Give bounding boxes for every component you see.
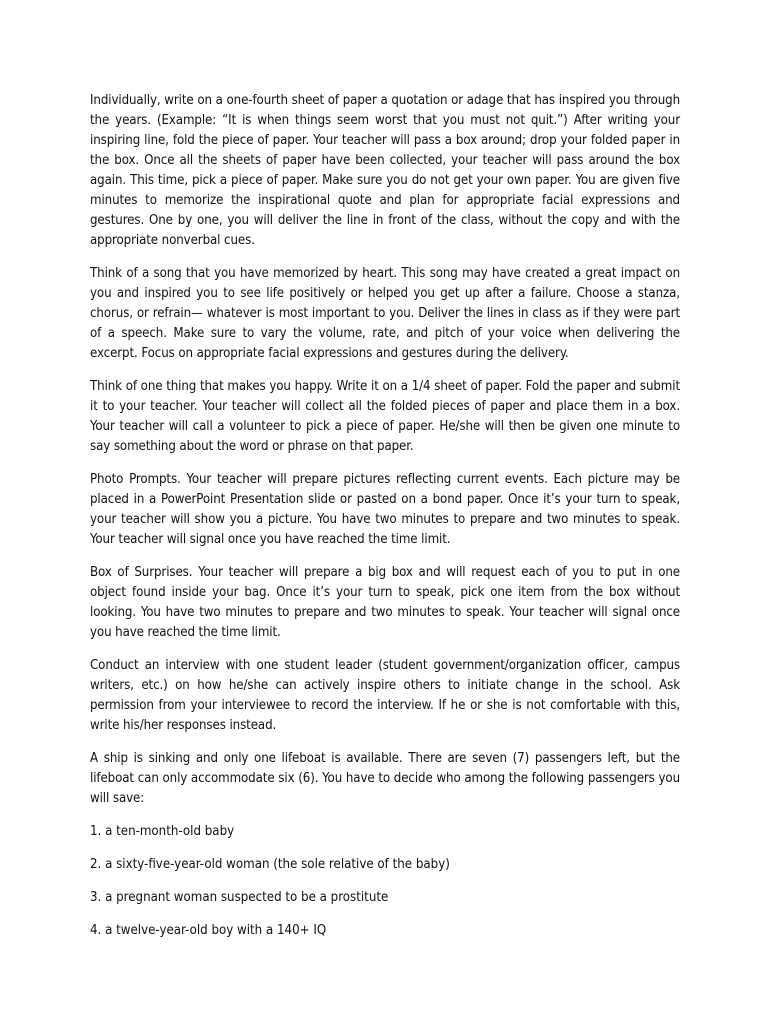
list-item: 1. a ten-month-old baby — [90, 824, 235, 839]
document-page — [90, 91, 680, 954]
paragraph-happy-thing-activity: Think of one thing that makes you happy. Write it on a 1/4 sheet of paper. Fold the paper and submit it to your teacher. Your teacher will collect all the folded pieces of paper and place them in a box. Your teacher will call a volunteer to pick a piece of paper. He/she will then be given one minute to say something about the word or phrase on that paper. — [90, 379, 680, 454]
list-item: 2. a sixty-five-year-old woman (the sole relative of the baby) — [90, 857, 450, 872]
paragraph-lifeboat-scenario: A ship is sinking and only one lifeboat is available. There are seven (7) passengers left, but the lifeboat can only accommodate six (6). You have to decide who among the following passengers you will save: — [90, 751, 680, 806]
paragraph-photo-prompts: Photo Prompts. Your teacher will prepare pictures reflecting current events. Each picture may be placed in a PowerPoint Presentation slide or pasted on a bond paper. Once it’s your turn to speak, your teacher will show you a picture. You have two minutes to prepare and two minutes to speak. Your teacher will signal once you have reached the time limit. — [90, 472, 680, 547]
list-item: 3. a pregnant woman suspected to be a prostitute — [90, 890, 389, 905]
paragraph-quotation-activity: Individually, write on a one-fourth sheet of paper a quotation or adage that has inspired you through the years. (Example: “It is when things seem worst that you must not quit.”) After writing your inspiring line, fold the piece of paper. Your teacher will pass a box around; drop your folded paper in the box. Once all the sheets of paper have been collected, your teacher will pass around the box again. This time, pick a piece of paper. Make sure you do not get your own paper. You are given five minutes to memorize the inspirational quote and plan for appropriate facial expressions and gestures. One by one, you will deliver the line in front of the class, without the copy and with the appropriate nonverbal cues. — [90, 93, 680, 248]
paragraph-song-activity: Think of a song that you have memorized by heart. This song may have created a great impact on you and inspired you to see life positively or helped you get up after a failure. Choose a stanza, chorus, or refrain— whatever is most important to you. Deliver the lines in class as if they were part of a speech. Make sure to vary the volume, rate, and pitch of your voice when delivering the excerpt. Focus on appropriate facial expressions and gestures during the delivery. — [90, 266, 680, 361]
paragraph-box-of-surprises: Box of Surprises. Your teacher will prepare a big box and will request each of you to put in one object found inside your bag. Once it’s your turn to speak, pick one item from the box without looking. You have two minutes to prepare and two minutes to speak. Your teacher will signal once you have reached the time limit. — [90, 565, 680, 640]
paragraph-interview-activity: Conduct an interview with one student leader (student government/organization officer, campus writers, etc.) on how he/she can actively inspire others to initiate change in the school. Ask permission from your interviewee to record the interview. If he or she is not comfortable with this, write his/her responses instead. — [90, 658, 680, 733]
list-item: 4. a twelve-year-old boy with a 140+ IQ — [90, 923, 327, 938]
